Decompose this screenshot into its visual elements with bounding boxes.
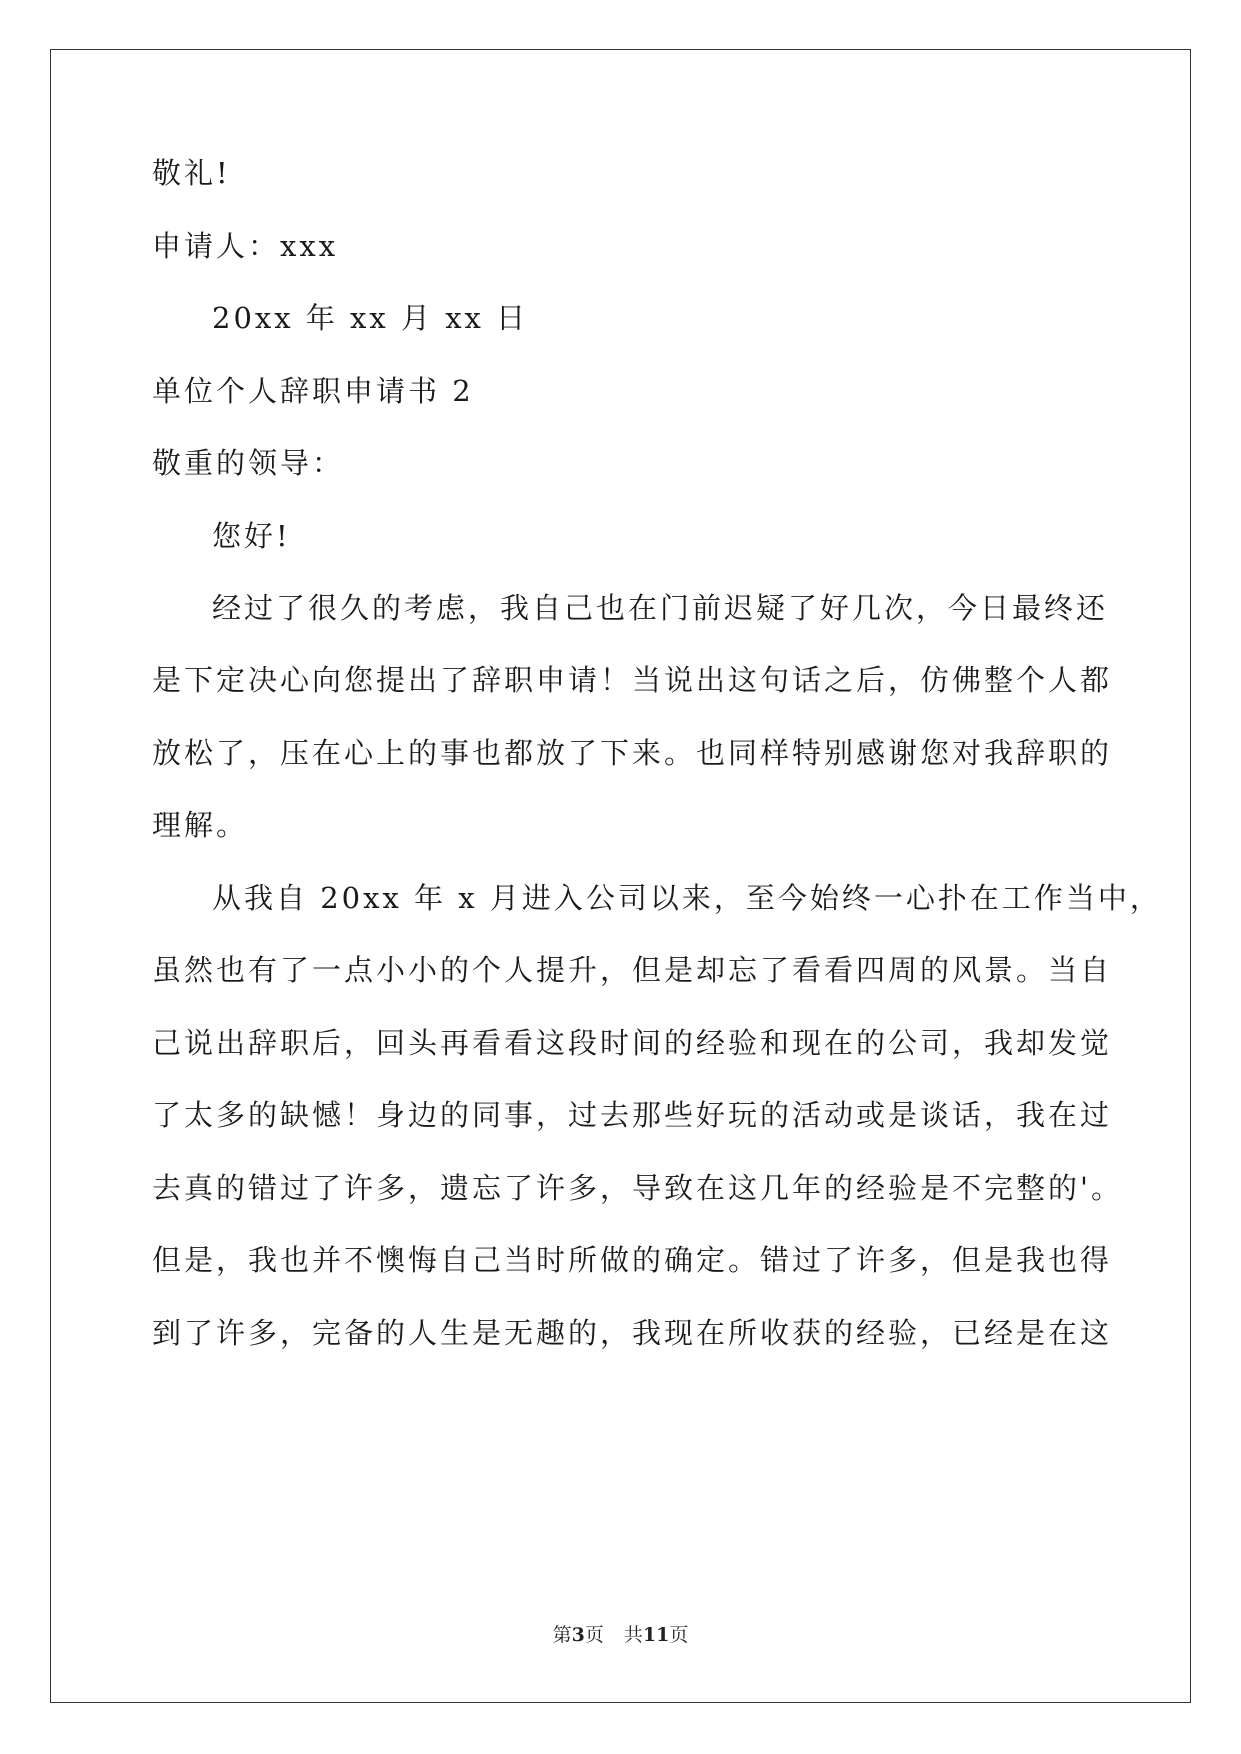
paragraph-line: 虽然也有了一点小小的个人提升，但是却忘了看看四周的风景。当自 <box>152 953 1113 987</box>
applicant-line: 申请人：xxx <box>152 229 339 263</box>
date-line: 20xx 年 xx 月 xx 日 <box>212 301 529 335</box>
total-suffix: 页 <box>669 1624 689 1646</box>
paragraph-line: 放松了，压在心上的事也都放了下来。也同样特别感谢您对我辞职的 <box>152 736 1113 770</box>
page-suffix: 页 <box>584 1624 604 1646</box>
paragraph-line: 但是，我也并不懊悔自己当时所做的确定。错过了许多，但是我也得 <box>152 1243 1113 1277</box>
paragraph-line: 到了许多，完备的人生是无趣的，我现在所收获的经验，已经是在这 <box>152 1316 1113 1350</box>
salutation: 敬重的领导： <box>152 446 345 480</box>
paragraph-line: 从我自 20xx 年 x 月进入公司以来，至今始终一心扑在工作当中， <box>212 881 1162 915</box>
page-prefix: 第 <box>552 1624 572 1646</box>
document-title: 单位个人辞职申请书 2 <box>152 374 474 408</box>
paragraph-line: 己说出辞职后，回头再看看这段时间的经验和现在的公司，我却发觉 <box>152 1026 1113 1060</box>
paragraph-line: 了太多的缺憾！身边的同事，过去那些好玩的活动或是谈话，我在过 <box>152 1098 1113 1132</box>
paragraph-line: 是下定决心向您提出了辞职申请！当说出这句话之后，仿佛整个人都 <box>152 663 1113 697</box>
closing-line: 敬礼! <box>152 156 231 190</box>
total-pages: 11 <box>642 1624 670 1646</box>
paragraph-line: 去真的错过了许多，遗忘了许多，导致在这几年的经验是不完整的'。 <box>152 1171 1123 1205</box>
greeting: 您好! <box>212 519 291 553</box>
paragraph-line: 经过了很久的考虑，我自己也在门前迟疑了好几次，今日最终还 <box>212 591 1109 625</box>
page-number: 3 <box>571 1624 585 1646</box>
paragraph-line: 理解。 <box>152 808 249 842</box>
total-prefix: 共 <box>623 1624 643 1646</box>
page-footer <box>0 1622 1241 1648</box>
